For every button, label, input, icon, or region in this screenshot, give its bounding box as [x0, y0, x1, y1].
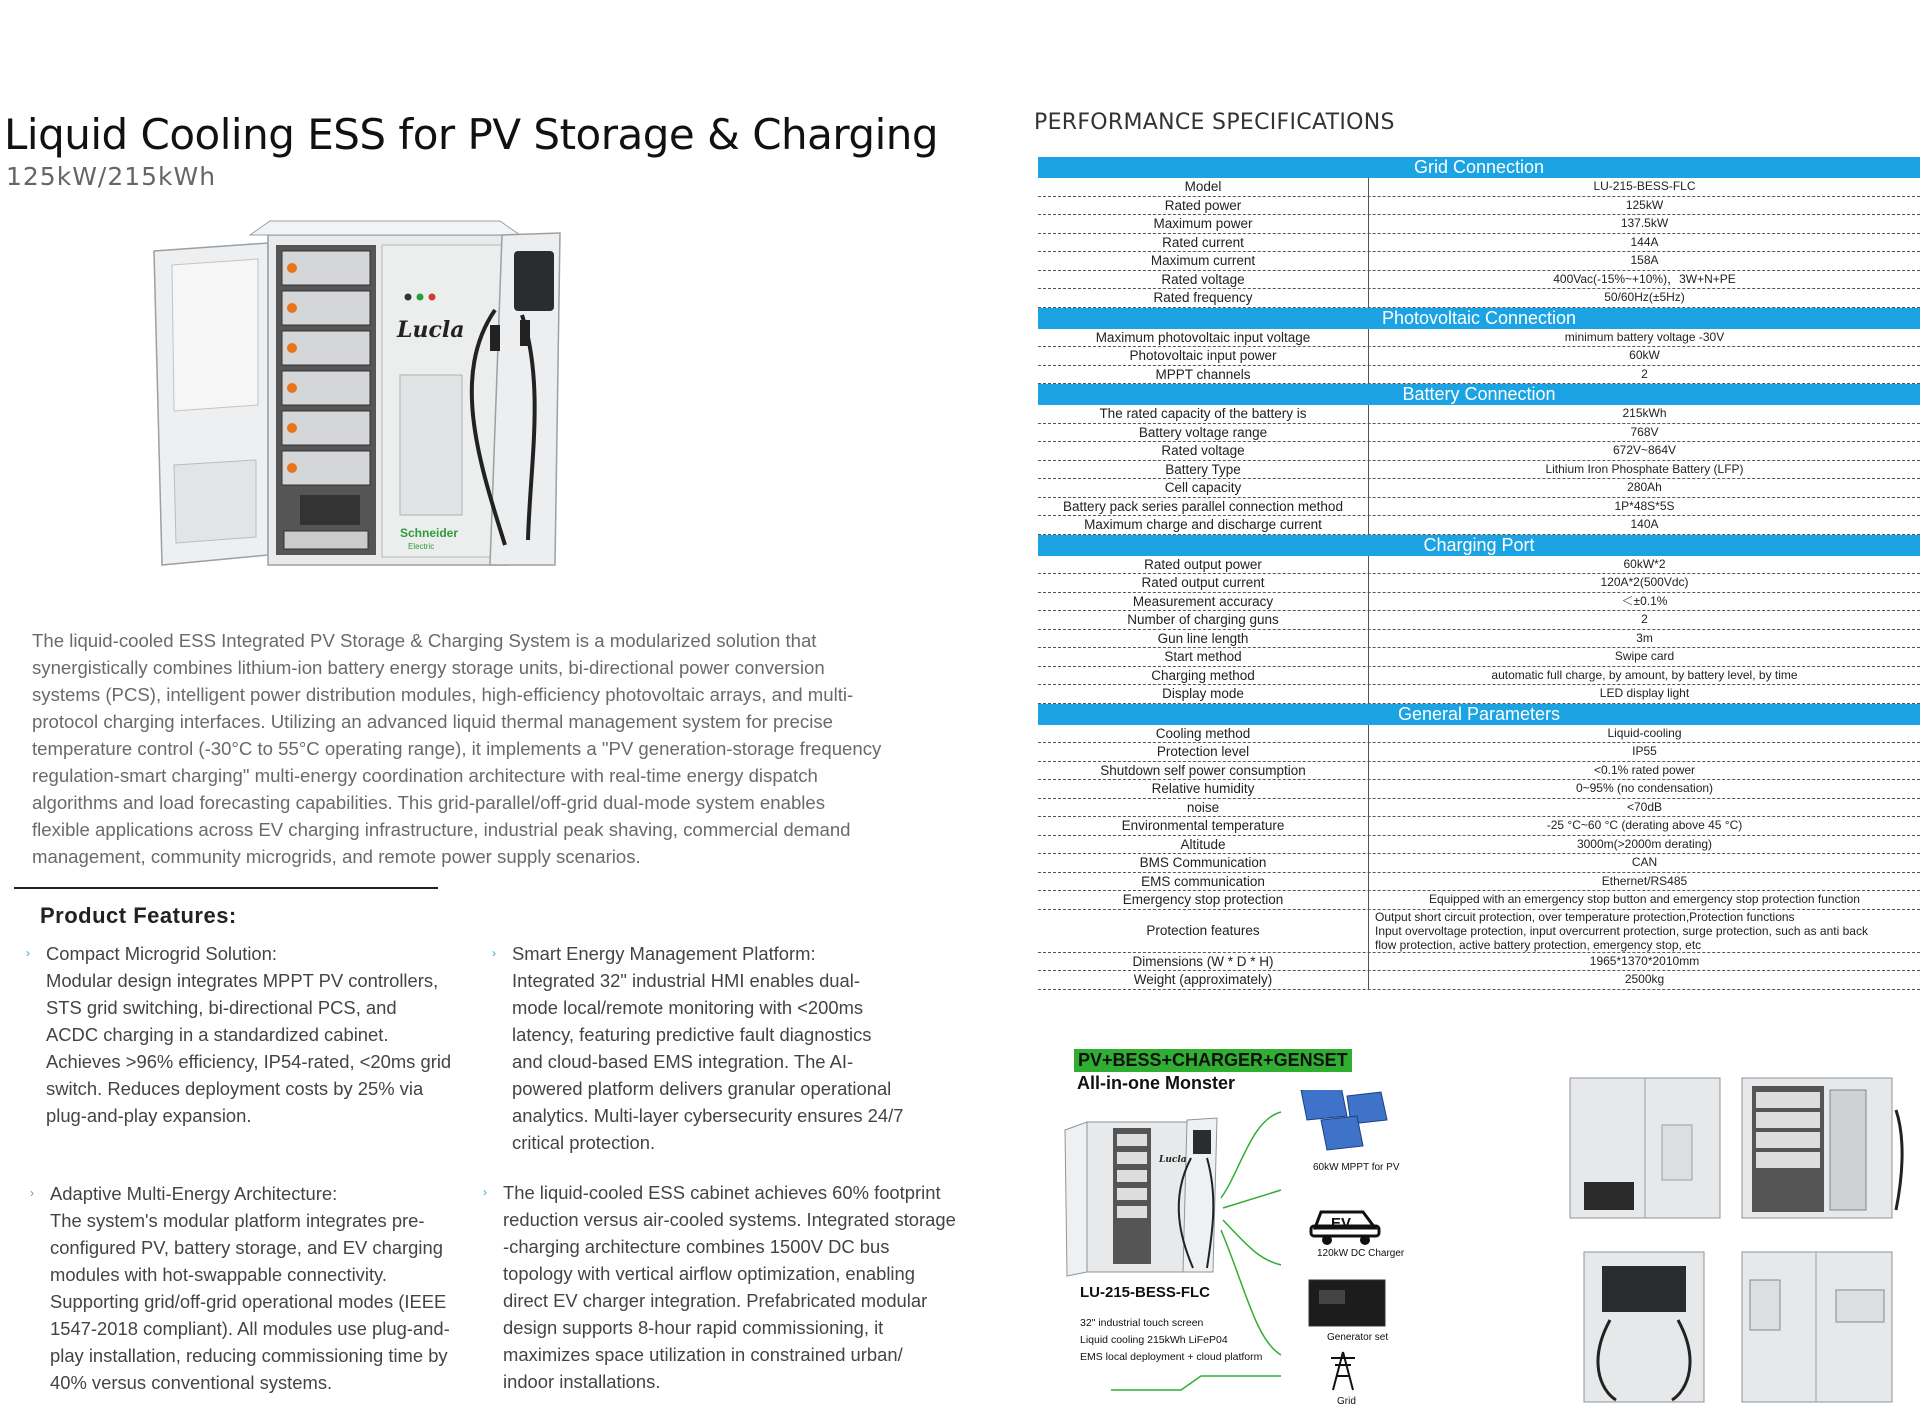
- connector-line: [1223, 1190, 1281, 1208]
- spec-value: <0.1% rated power: [1593, 762, 1696, 777]
- spec-row: [1038, 780, 1920, 799]
- feature-line: Supporting grid/off-grid operational modes (IEEE: [50, 1291, 447, 1312]
- spec-value: minimum battery voltage -30V: [1564, 329, 1725, 344]
- feature-line: modules with hot-swappable connectivity.: [50, 1264, 387, 1285]
- spec-section-title: Photovoltaic Connection: [1381, 307, 1577, 328]
- spec-value: 768V: [1630, 424, 1659, 439]
- charging-gun-icon: [490, 325, 500, 351]
- bullet-icon: ›: [30, 1186, 34, 1200]
- spec-row: [1038, 648, 1920, 667]
- spec-key: Measurement accuracy: [1038, 593, 1369, 611]
- spec-row: [1038, 424, 1920, 443]
- spec-key: Maximum current: [1038, 252, 1369, 270]
- spec-value: 672V~864V: [1612, 443, 1677, 457]
- view-rear: [1742, 1252, 1892, 1402]
- feature-line: design supports 8-hour rapid commissioning, it: [503, 1317, 884, 1338]
- spec-value: 3m: [1636, 630, 1653, 645]
- feature-line: The liquid-cooled ESS cabinet achieves 60% footprint: [503, 1182, 941, 1203]
- view-front-closed: [1570, 1078, 1720, 1218]
- promo-line: 32" industrial touch screen: [1080, 1317, 1204, 1329]
- spec-key: Maximum charge and discharge current: [1038, 516, 1369, 534]
- product-views: [1560, 1070, 1920, 1410]
- spec-row: [1038, 289, 1920, 308]
- feature-line: 1547-2018 compliant). All modules use plug-and-: [50, 1318, 450, 1339]
- spec-row: [1038, 953, 1920, 972]
- description-line: flexible applications across EV charging infrastructure, industrial peak shaving, commercial demand: [32, 819, 851, 840]
- spec-row: [1038, 836, 1920, 855]
- promo-headline: PV+BESS+CHARGER+GENSET: [1074, 1049, 1352, 1072]
- spec-row: [1038, 347, 1920, 366]
- feature-line: configured PV, battery storage, and EV charging: [50, 1237, 443, 1258]
- description-line: management, community microgrids, and remote power supply scenarios.: [32, 846, 641, 867]
- description-line: algorithms and load forecasting capabilities. This grid-parallel/off-grid dual-mode system enables: [32, 792, 826, 813]
- spec-key: Battery pack series parallel connection method: [1038, 498, 1369, 516]
- spec-row: [1038, 366, 1920, 385]
- spec-value: 2: [1641, 612, 1648, 626]
- spec-row: [1038, 215, 1920, 234]
- spec-value: -25 °C~60 °C (derating above 45 °C): [1546, 818, 1743, 832]
- spec-value: Equipped with an emergency stop button and emergency stop protection function: [1429, 892, 1860, 906]
- spec-section-header: [1038, 535, 1920, 556]
- spec-key: Start method: [1038, 648, 1369, 666]
- feature-line: and cloud-based EMS integration. The AI-: [512, 1051, 854, 1072]
- spec-value: Liquid-cooling: [1607, 725, 1682, 740]
- promo-subheadline: All-in-one Monster: [1077, 1073, 1235, 1093]
- spec-table: [1038, 157, 1920, 990]
- promo-line: Liquid cooling 215kWh LiFeP04: [1080, 1334, 1228, 1346]
- spec-key: Rated power: [1038, 197, 1369, 215]
- feature-line: powered platform delivers granular operational: [512, 1078, 892, 1099]
- promo-line: EMS local deployment + cloud platform: [1080, 1351, 1263, 1363]
- generator-icon: [1309, 1280, 1385, 1326]
- spec-value: Ethernet/RS485: [1601, 873, 1688, 888]
- spec-row: [1038, 516, 1920, 535]
- spec-value: CAN: [1631, 855, 1658, 869]
- spec-row: [1038, 479, 1920, 498]
- spec-key: Photovoltaic input power: [1038, 347, 1369, 365]
- spec-row: [1038, 178, 1920, 197]
- spec-key: Dimensions (W * D * H): [1038, 953, 1369, 971]
- spec-value: 1P*48S*5S: [1614, 498, 1675, 513]
- spec-value: 140A: [1630, 517, 1659, 531]
- generator-label: Generator set: [1327, 1332, 1389, 1343]
- spec-key: Shutdown self power consumption: [1038, 762, 1369, 780]
- promo-model: LU-215-BESS-FLC: [1080, 1284, 1211, 1301]
- feature-line: analytics. Multi-layer cybersecurity ensures 24/7: [512, 1105, 904, 1126]
- bullet-icon: ›: [26, 946, 30, 960]
- feature-line: mode local/remote monitoring with <200ms: [512, 997, 864, 1018]
- spec-key: MPPT channels: [1038, 366, 1369, 384]
- description-line: regulation-smart charging" multi-energy coordination architecture with real-time energy dispatch: [32, 765, 818, 786]
- spec-row: [1038, 197, 1920, 216]
- partner-logo-sub: Electric: [408, 542, 435, 551]
- spec-value: automatic full charge, by amount, by battery level, by time: [1491, 667, 1798, 682]
- spec-key: Gun line length: [1038, 630, 1369, 648]
- spec-row: [1038, 574, 1920, 593]
- spec-section-header: [1038, 157, 1920, 178]
- spec-section-header: [1038, 384, 1920, 405]
- feature-line: 40% versus conventional systems.: [50, 1372, 333, 1393]
- spec-row: [1038, 762, 1920, 781]
- spec-row: [1038, 910, 1920, 953]
- spec-value: LU-215-BESS-FLC: [1593, 179, 1696, 193]
- spec-row: [1038, 252, 1920, 271]
- spec-row: [1038, 271, 1920, 290]
- spec-value: 60kW*2: [1623, 556, 1666, 571]
- spec-value: Lithium Iron Phosphate Battery (LFP): [1545, 461, 1744, 476]
- spec-value: <70dB: [1626, 799, 1663, 814]
- spec-key: Cooling method: [1038, 725, 1369, 743]
- grid-tower-icon: [1331, 1352, 1355, 1390]
- spec-key: Maximum power: [1038, 215, 1369, 233]
- cabinet-door-open: [154, 243, 268, 565]
- feature-line: STS grid switching, bi-directional PCS, and: [46, 997, 397, 1018]
- spec-row: [1038, 891, 1920, 910]
- feature-line: indoor installations.: [503, 1371, 661, 1392]
- spec-value: 0~95% (no condensation): [1575, 781, 1714, 795]
- bullet-icon: ›: [492, 946, 496, 960]
- spec-value: ＜±0.1%: [1621, 593, 1668, 608]
- spec-key: Charging method: [1038, 667, 1369, 685]
- description-line: systems (PCS), intelligent power distribution modules, high-efficiency photovoltaic arrays, and multi-: [32, 684, 854, 705]
- spec-key: Weight (approximately): [1038, 971, 1369, 989]
- spec-value: 125kW: [1625, 197, 1664, 212]
- promo-cabinet: [1065, 1118, 1217, 1276]
- spec-key: Altitude: [1038, 836, 1369, 854]
- spec-value: 215kWh: [1622, 406, 1667, 420]
- page-subtitle: 125kW/215kWh: [6, 162, 217, 191]
- bullet-icon: ›: [483, 1185, 487, 1199]
- feature-line: Modular design integrates MPPT PV controllers,: [46, 970, 439, 991]
- spec-key: Rated frequency: [1038, 289, 1369, 307]
- description-line: The liquid-cooled ESS Integrated PV Storage & Charging System is a modularized solution that: [32, 630, 817, 651]
- spec-section-title: Charging Port: [1423, 534, 1535, 555]
- description-line: synergistically combines lithium-ion battery energy storage units, bi-directional power conversion: [32, 657, 825, 678]
- spec-row: [1038, 556, 1920, 575]
- feature-line: The system's modular platform integrates pre-: [50, 1210, 425, 1231]
- spec-key: EMS communication: [1038, 873, 1369, 891]
- spec-key: Battery Type: [1038, 461, 1369, 479]
- feature-line: -charging architecture combines 1500V DC bus: [503, 1236, 890, 1257]
- spec-row: [1038, 667, 1920, 686]
- spec-key: Emergency stop protection: [1038, 891, 1369, 909]
- spec-key: Maximum photovoltaic input voltage: [1038, 329, 1369, 347]
- spec-key: Number of charging guns: [1038, 611, 1369, 629]
- promo-brand: Lucla: [1159, 1155, 1187, 1165]
- spec-value: 1965*1370*2010mm: [1589, 953, 1700, 968]
- pv-label: 60kW MPPT for PV: [1313, 1162, 1400, 1173]
- feature-heading: Adaptive Multi-Energy Architecture:: [50, 1183, 338, 1204]
- feature-microgrid: [26, 940, 466, 1129]
- feature-energy-management: [492, 940, 932, 1156]
- spec-row: [1038, 799, 1920, 818]
- feature-line: latency, featuring predictive fault diagnostics: [512, 1024, 872, 1045]
- charging-gun-icon: [520, 320, 530, 346]
- product-description: [32, 627, 904, 870]
- spec-key: Display mode: [1038, 685, 1369, 703]
- feature-liquid-cooled-cabinet: [483, 1179, 993, 1395]
- spec-key: Rated output current: [1038, 574, 1369, 592]
- feature-line: maximizes space utilization in constrained urban/: [503, 1344, 903, 1365]
- indicator-light-icon: [405, 294, 412, 301]
- features-title: Product Features:: [40, 903, 237, 928]
- spec-section-header: [1038, 704, 1920, 725]
- view-charger-side: [1584, 1252, 1704, 1402]
- spec-value: Swipe card: [1614, 649, 1675, 663]
- spec-value: Output short circuit protection, over temperature protection,Protection functions Input overvoltage protection, input overcurrent protection, surge protection, such as anti back flow protection, active battery protection, emergency stop, etc: [1375, 909, 1868, 952]
- spec-row: [1038, 971, 1920, 990]
- spec-key: Rated output power: [1038, 556, 1369, 574]
- feature-line: Achieves >96% efficiency, IP54-rated, <20ms grid: [46, 1051, 452, 1072]
- spec-row: [1038, 405, 1920, 424]
- spec-key: Rated voltage: [1038, 271, 1369, 289]
- spec-value: 158A: [1630, 253, 1659, 267]
- spec-value: 3000m(>2000m derating): [1576, 836, 1713, 851]
- spec-section-title: Grid Connection: [1413, 157, 1545, 177]
- feature-line: direct EV charger integration. Prefabricated modular: [503, 1290, 928, 1311]
- view-front-open: [1742, 1078, 1902, 1218]
- spec-value: 144A: [1630, 234, 1659, 249]
- spec-row: [1038, 854, 1920, 873]
- grid-label: Grid: [1337, 1396, 1356, 1407]
- spec-row: [1038, 725, 1920, 744]
- spec-key: Cell capacity: [1038, 479, 1369, 497]
- spec-key: BMS Communication: [1038, 854, 1369, 872]
- cabinet-panel: [400, 375, 462, 515]
- spec-value: LED display light: [1599, 686, 1690, 700]
- spec-value: IP55: [1632, 744, 1657, 758]
- spec-row: [1038, 461, 1920, 480]
- partner-logo: Schneider: [400, 526, 459, 540]
- solar-panel-icon: [1301, 1090, 1387, 1150]
- hero-cabinet-image: [150, 215, 670, 585]
- spec-row: [1038, 329, 1920, 348]
- ev-text: EV: [1331, 1215, 1352, 1232]
- brand-logo: Lucla: [397, 317, 465, 343]
- spec-row: [1038, 817, 1920, 836]
- spec-key: Environmental temperature: [1038, 817, 1369, 835]
- charger-screen: [514, 251, 554, 311]
- spec-value: 137.5kW: [1620, 216, 1669, 230]
- spec-key: Rated current: [1038, 234, 1369, 252]
- spec-row: [1038, 743, 1920, 762]
- spec-value: 280Ah: [1627, 480, 1662, 494]
- spec-title: PERFORMANCE SPECIFICATIONS: [1034, 110, 1395, 135]
- spec-row: [1038, 630, 1920, 649]
- spec-value: 60kW: [1629, 348, 1660, 362]
- spec-value: 120A*2(500Vdc): [1600, 575, 1689, 589]
- spec-section-title: General Parameters: [1397, 703, 1561, 724]
- feature-line: switch. Reduces deployment costs by 25% via: [46, 1078, 424, 1099]
- feature-line: Integrated 32" industrial HMI enables dual-: [512, 970, 860, 991]
- description-line: temperature control (-30°C to 55°C operating range), it implements a "PV generation-storage frequency: [32, 738, 882, 759]
- feature-line: topology with vertical airflow optimization, enabling: [503, 1263, 915, 1284]
- feature-multi-energy: [30, 1180, 490, 1396]
- page-title: Liquid Cooling ESS for PV Storage & Charging: [4, 110, 939, 159]
- ev-charger-label: 120kW DC Charger: [1317, 1248, 1405, 1259]
- spec-row: [1038, 442, 1920, 461]
- spec-value: 2500kg: [1624, 972, 1665, 986]
- indicator-light-icon: [429, 294, 436, 301]
- spec-value: 50/60Hz(±5Hz): [1604, 290, 1685, 304]
- feature-line: plug-and-play expansion.: [46, 1105, 252, 1126]
- spec-value: 400Vac(-15%~+10%)，3W+N+PE: [1553, 271, 1736, 286]
- spec-row: [1038, 873, 1920, 892]
- spec-key: Model: [1038, 178, 1369, 196]
- spec-key: Relative humidity: [1038, 780, 1369, 798]
- spec-key: Protection level: [1038, 743, 1369, 761]
- spec-row: [1038, 234, 1920, 253]
- description-line: protocol charging interfaces. Utilizing an advanced liquid thermal management system for precise: [32, 711, 833, 732]
- spec-row: [1038, 593, 1920, 612]
- section-divider: [14, 887, 438, 889]
- spec-value: 2: [1641, 366, 1648, 381]
- spec-row: [1038, 498, 1920, 517]
- spec-row: [1038, 685, 1920, 704]
- feature-line: critical protection.: [512, 1132, 656, 1153]
- spec-key: The rated capacity of the battery is: [1038, 405, 1369, 423]
- spec-key: noise: [1038, 799, 1369, 817]
- feature-heading: Compact Microgrid Solution:: [46, 943, 277, 964]
- spec-row: [1038, 611, 1920, 630]
- connector-line: [1221, 1112, 1281, 1198]
- feature-line: reduction versus air-cooled systems. Integrated storage: [503, 1209, 956, 1230]
- feature-line: ACDC charging in a standardized cabinet.: [46, 1024, 389, 1045]
- indicator-light-icon: [417, 294, 424, 301]
- spec-key: Rated voltage: [1038, 442, 1369, 460]
- feature-line: play installation, reducing commissioning time by: [50, 1345, 448, 1366]
- spec-section-header: [1038, 308, 1920, 329]
- spec-key: Battery voltage range: [1038, 424, 1369, 442]
- spec-section-title: Battery Connection: [1402, 384, 1556, 404]
- spec-key: Protection features: [1038, 910, 1369, 952]
- connector-line: [1111, 1376, 1281, 1390]
- feature-heading: Smart Energy Management Platform:: [512, 943, 816, 964]
